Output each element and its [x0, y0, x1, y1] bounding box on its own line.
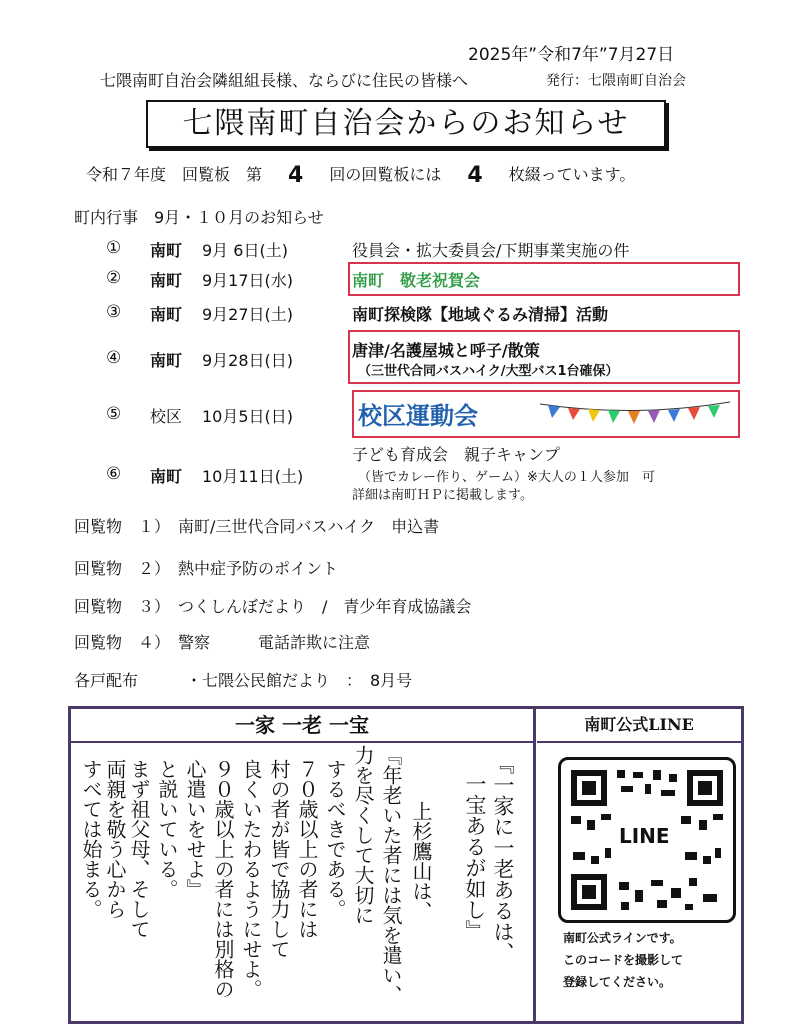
- recipient-line: 七隈南町自治会隣組組長様、ならびに住民の皆様へ: [100, 71, 469, 90]
- event-number: ⑥: [106, 464, 122, 484]
- distribution-item: 各戸配布 ・七隈公民館だより ： 8月号: [74, 671, 413, 690]
- circular-item: 回覧物 ４） 警察 電話詐欺に注意: [74, 633, 371, 652]
- circulation-suffix: 枚綴っています。: [508, 165, 636, 184]
- circulation-prefix: 令和７年度 回覧板 第: [86, 165, 263, 184]
- circular-item: 回覧物 １） 南町/三世代合同バスハイク 申込書: [74, 517, 440, 536]
- circulation-number: 4: [288, 163, 304, 188]
- event-area: 南町: [150, 305, 183, 324]
- line-text: 登録してください。: [563, 975, 672, 989]
- event-desc: 子ども育成会 親子キャンプ: [352, 445, 561, 464]
- event-date: 10月5日(日): [202, 407, 294, 426]
- circular-item: 回覧物 ３） つくしんぼだより / 青少年育成協議会: [74, 597, 472, 616]
- issue-date: 2025年”令和7年”7月27日: [468, 45, 675, 65]
- event-desc: 南町探検隊【地域ぐるみ清掃】活動: [352, 305, 609, 324]
- bunting-flags-icon: [538, 400, 732, 430]
- event-number: ①: [106, 238, 122, 258]
- event-date: 10月11日(土): [202, 467, 304, 486]
- bottom-panel: [68, 706, 744, 1024]
- sports-day-title: 校区運動会: [358, 402, 478, 430]
- event-area: 南町: [150, 467, 183, 486]
- event-number: ②: [106, 268, 122, 288]
- sports-day-banner: [352, 390, 740, 438]
- proverb-column: ７０歳以上の者には: [295, 759, 319, 939]
- line-text: 南町公式ラインです。: [563, 931, 682, 945]
- event-area: 南町: [150, 351, 183, 370]
- proverb-column: 力を尽くして大切に: [351, 745, 375, 925]
- event-subdesc-2: 詳細は南町ＨＰに掲載します。: [352, 488, 533, 503]
- event-date: 9月 6日(土): [202, 241, 288, 260]
- line-text: このコードを撮影して: [563, 953, 684, 967]
- event-date: 9月27日(土): [202, 305, 294, 324]
- event-date: 9月28日(日): [202, 351, 294, 370]
- circulation-notice: [86, 162, 635, 188]
- circular-item: 回覧物 ２） 熱中症予防のポイント: [74, 559, 339, 578]
- proverb-column: 上杉鷹山は、: [409, 801, 433, 921]
- proverb-title: 一家 一老 一宝: [71, 709, 533, 743]
- event-desc: 役員会・拡大委員会/下期事業実施の件: [352, 241, 630, 260]
- event-number: ④: [106, 348, 122, 368]
- event-area: 南町: [150, 271, 183, 290]
- event-desc: 唐津/名護屋城と呼子/散策: [352, 341, 540, 360]
- proverb-column: 『一家に一老あるは、: [491, 753, 515, 963]
- event-number: ③: [106, 302, 122, 322]
- event-subdesc: （三世代合同バスハイク/大型バス1台確保）: [358, 364, 619, 379]
- event-area: 南町: [150, 241, 183, 260]
- circulation-middle: 回の回覧板には: [329, 165, 442, 184]
- event-date: 9月17日(水): [202, 271, 294, 290]
- proverb-column: 一宝あるが如し』: [463, 773, 487, 941]
- page-title: 七隈南町自治会からのお知らせ: [146, 100, 666, 148]
- proverb-column: するべきである。: [323, 759, 347, 919]
- proverb-column: と説いている。: [155, 759, 179, 899]
- proverb-section: [71, 709, 536, 1021]
- qr-line-label: LINE: [619, 824, 670, 848]
- line-qr-code[interactable]: [558, 757, 736, 923]
- proverb-column: 『年老いた者には気を遣い、: [379, 745, 403, 1005]
- proverb-column: ９０歳以上の者には別格の: [211, 759, 235, 999]
- line-heading: 南町公式LINE: [537, 709, 741, 743]
- proverb-column: 両親を敬う心から: [103, 759, 127, 919]
- event-subdesc: （皆でカレー作り、ゲーム）※大人の１人参加 可: [358, 470, 655, 485]
- event-desc-keirou: 南町 敬老祝賀会: [352, 271, 481, 290]
- event-number: ⑤: [106, 404, 122, 424]
- circulation-pages: 4: [467, 163, 483, 188]
- proverb-column: すべては始まる。: [79, 759, 103, 919]
- event-area: 校区: [150, 407, 183, 426]
- proverb-column: 村の者が皆で協力して: [267, 759, 291, 959]
- proverb-column: まず祖父母、そして: [127, 759, 151, 939]
- proverb-column: 良くいたわるようにせよ。: [239, 759, 263, 999]
- publisher-line: 発行：七隈南町自治会: [546, 73, 686, 89]
- proverb-column: 心遣いをせよ』: [183, 759, 207, 899]
- events-heading: 町内行事 9月・１０月のお知らせ: [74, 208, 324, 227]
